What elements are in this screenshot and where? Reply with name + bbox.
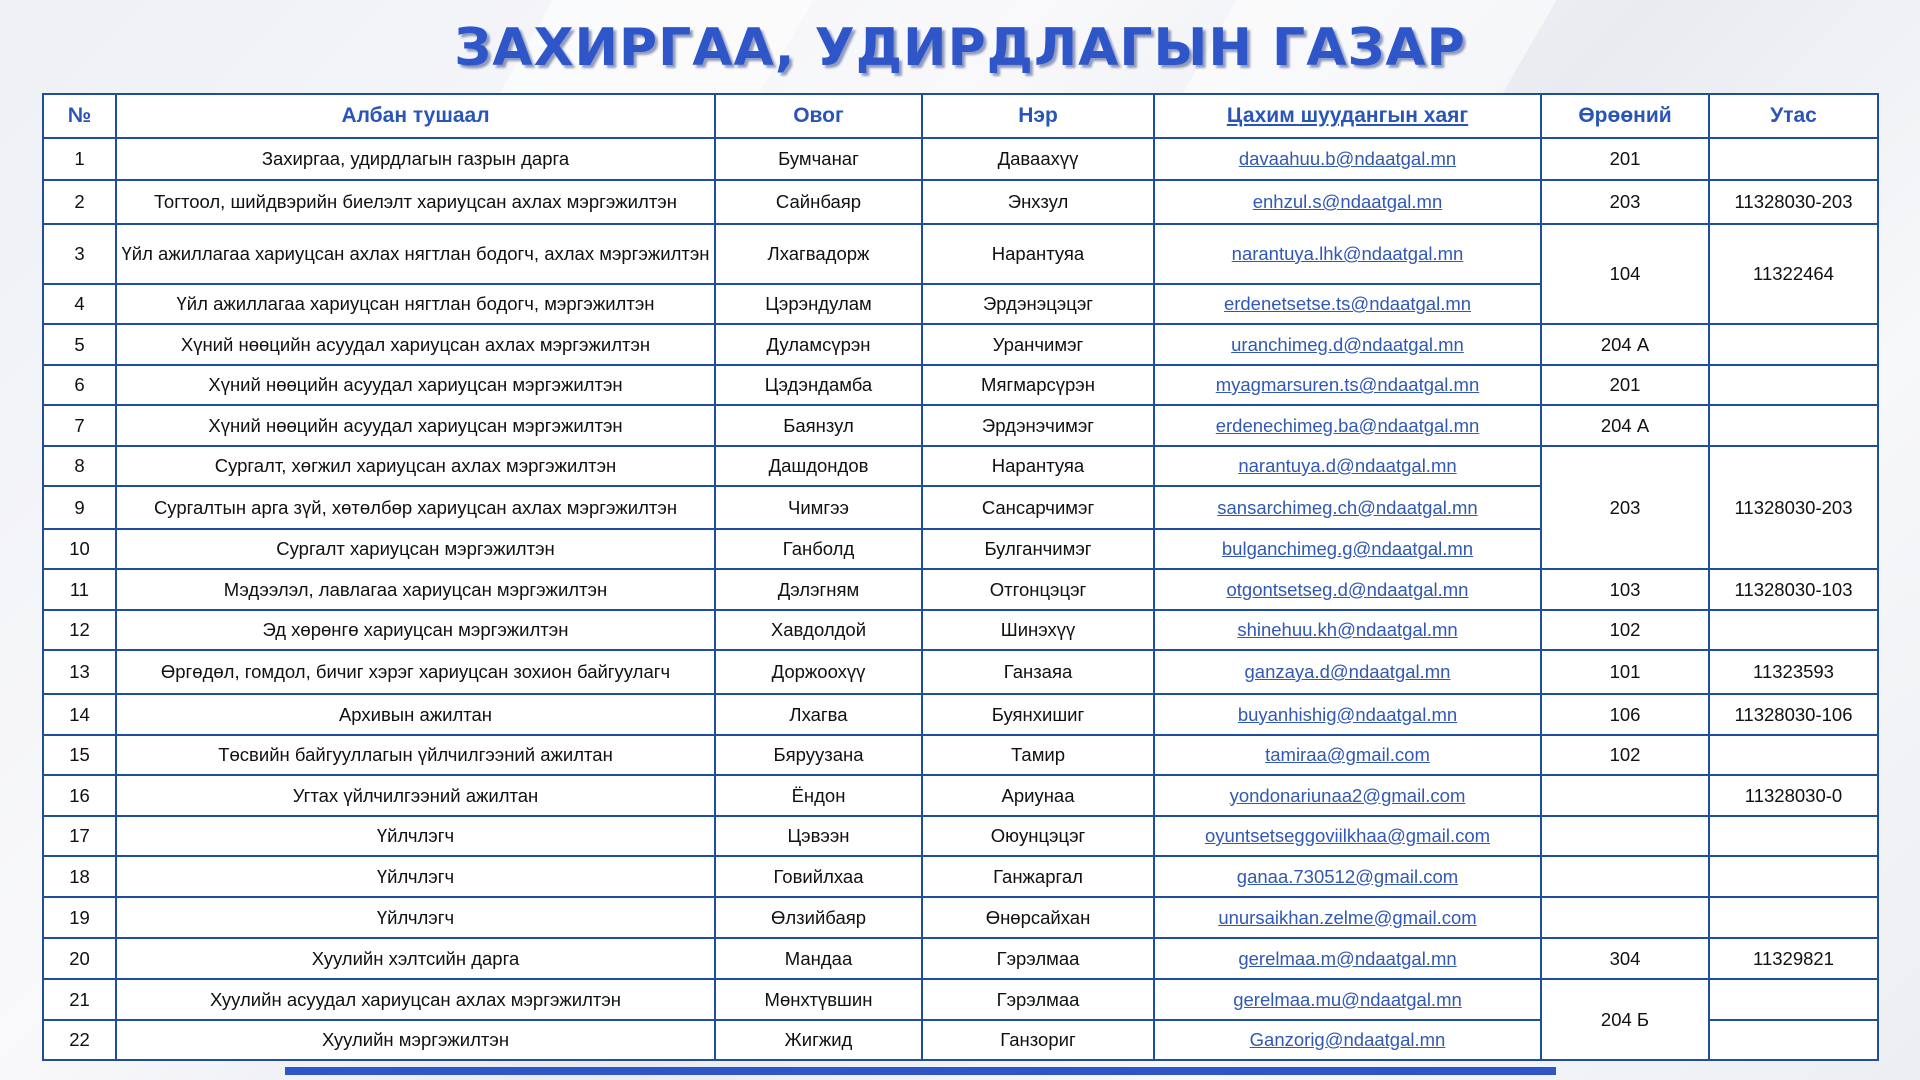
cell-position: Угтах үйлчилгээний ажилтан [116,775,715,816]
table-row [43,650,1878,694]
cell-phone: 11322464 [1709,224,1878,324]
cell-email [1154,486,1541,529]
cell-number: 12 [43,610,116,650]
table-row [43,224,1878,284]
cell-room: 203 [1541,446,1709,569]
cell-surname: Дашдондов [715,446,922,486]
cell-email [1154,979,1541,1020]
header-phone: Утас [1709,94,1878,138]
email-link[interactable]: davaahuu.b@ndaatgal.mn [1238,148,1457,169]
cell-phone [1709,897,1878,938]
email-link[interactable]: otgontsetseg.d@ndaatgal.mn [1226,578,1469,600]
cell-room [1541,816,1709,856]
cell-email [1154,569,1541,610]
email-link[interactable]: shinehuu.kh@ndaatgal.mn [1237,619,1458,640]
cell-room: 203 [1541,180,1709,224]
cell-room [1541,897,1709,938]
cell-surname: Бумчанаг [715,138,922,180]
cell-phone: 11323593 [1709,650,1878,694]
table-row [43,569,1878,610]
cell-email [1154,816,1541,856]
table-body [43,138,1878,1060]
page-title: ЗАХИРГАА, УДИРДЛАГЫН ГАЗАР [454,18,1466,78]
email-link[interactable]: unursaikhan.zelme@gmail.com [1218,906,1477,928]
cell-name: Нарантуяа [922,224,1154,284]
cell-surname: Говийлхаа [715,856,922,897]
staff-table [42,93,1879,1061]
cell-number: 4 [43,284,116,324]
email-link[interactable]: sansarchimeg.ch@ndaatgal.mn [1217,496,1478,518]
cell-email [1154,224,1541,284]
cell-room: 204 А [1541,405,1709,446]
cell-surname: Баянзул [715,405,922,446]
cell-number: 2 [43,180,116,224]
bottom-accent-bar [285,1067,1556,1075]
cell-name: Ганзаяа [922,650,1154,694]
cell-email [1154,897,1541,938]
cell-phone [1709,610,1878,650]
table-row [43,446,1878,486]
table-row [43,979,1878,1020]
cell-name: Энхзул [922,180,1154,224]
cell-position: Үйлчлэгч [116,856,715,897]
cell-surname: Дэлэгням [715,569,922,610]
cell-surname: Цэдэндамба [715,365,922,405]
email-link[interactable]: myagmarsuren.ts@ndaatgal.mn [1215,374,1480,395]
cell-email [1154,1020,1541,1060]
cell-phone: 11328030-106 [1709,694,1878,735]
cell-position: Хуулийн асуудал хариуцсан ахлах мэргэжилтэн [116,979,715,1020]
cell-room [1541,856,1709,897]
cell-surname: Лхагвадорж [715,224,922,284]
table-row [43,694,1878,735]
cell-room: 201 [1541,365,1709,405]
cell-phone [1709,1020,1878,1060]
cell-name: Шинэхүү [922,610,1154,650]
cell-name: Нарантуяа [922,446,1154,486]
cell-room: 304 [1541,938,1709,979]
cell-name: Гэрэлмаа [922,938,1154,979]
table-row [43,138,1878,180]
cell-phone [1709,405,1878,446]
cell-number: 9 [43,486,116,529]
header-position: Албан тушаал [116,94,715,138]
email-link[interactable]: gerelmaa.mu@ndaatgal.mn [1233,988,1462,1010]
table-row [43,405,1878,446]
cell-surname: Цэвээн [715,816,922,856]
cell-email [1154,324,1541,365]
cell-position: Өргөдөл, гомдол, бичиг хэрэг хариуцсан зохион байгуулагч [116,650,715,694]
table-row [43,610,1878,650]
email-link[interactable]: ganaa.730512@gmail.com [1236,865,1459,887]
cell-name: Ариунаа [922,775,1154,816]
cell-room: 204 А [1541,324,1709,365]
cell-name: Булганчимэг [922,529,1154,569]
header-surname: Овог [715,94,922,138]
cell-email [1154,446,1541,486]
cell-position: Төсвийн байгууллагын үйлчилгээний ажилтан [116,735,715,775]
cell-position: Эд хөрөнгө хариуцсан мэргэжилтэн [116,610,715,650]
cell-number: 5 [43,324,116,365]
cell-number: 1 [43,138,116,180]
cell-position: Мэдээлэл, лавлагаа хариуцсан мэргэжилтэн [116,569,715,610]
cell-phone [1709,856,1878,897]
email-link[interactable]: buyanhishig@ndaatgal.mn [1237,703,1458,725]
cell-email [1154,180,1541,224]
cell-position: Хуулийн мэргэжилтэн [116,1020,715,1060]
cell-room: 201 [1541,138,1709,180]
cell-number: 10 [43,529,116,569]
email-link[interactable]: tamiraa@gmail.com [1265,744,1430,765]
cell-phone: 11328030-203 [1709,446,1878,569]
table-row [43,897,1878,938]
cell-phone [1709,979,1878,1020]
cell-position: Архивын ажилтан [116,694,715,735]
cell-name: Эрдэнэцэцэг [922,284,1154,324]
cell-email [1154,775,1541,816]
cell-number: 17 [43,816,116,856]
header-room: Өрөөний [1541,94,1709,138]
cell-number: 18 [43,856,116,897]
cell-position: Хүний нөөцийн асуудал хариуцсан ахлах мэргэжилтэн [116,324,715,365]
cell-name: Өнөрсайхан [922,897,1154,938]
cell-number: 16 [43,775,116,816]
cell-position: Үйл ажиллагаа хариуцсан нягтлан бодогч, мэргэжилтэн [116,284,715,324]
cell-surname: Цэрэндулам [715,284,922,324]
cell-phone: 11328030-103 [1709,569,1878,610]
cell-phone: 11329821 [1709,938,1878,979]
cell-surname: Мандаа [715,938,922,979]
cell-name: Уранчимэг [922,324,1154,365]
cell-name: Мягмарсүрэн [922,365,1154,405]
cell-email [1154,856,1541,897]
table-row [43,365,1878,405]
cell-position: Захиргаа, удирдлагын газрын дарга [116,138,715,180]
cell-surname: Мөнхтүвшин [715,979,922,1020]
email-link[interactable]: gerelmaa.m@ndaatgal.mn [1238,947,1457,969]
cell-name: Ганжаргал [922,856,1154,897]
cell-number: 19 [43,897,116,938]
table-row [43,180,1878,224]
email-link[interactable]: ganzaya.d@ndaatgal.mn [1244,661,1451,682]
cell-phone: 11328030-203 [1709,180,1878,224]
cell-surname: Ёндон [715,775,922,816]
table-row [43,938,1878,979]
header-email: Цахим шуудангын хаяг [1154,94,1541,138]
cell-number: 15 [43,735,116,775]
table-row [43,324,1878,365]
cell-email [1154,694,1541,735]
cell-position: Тогтоол, шийдвэрийн биелэлт хариуцсан ахлах мэргэжилтэн [116,180,715,224]
cell-name: Отгонцэцэг [922,569,1154,610]
cell-name: Ганзориг [922,1020,1154,1060]
cell-phone [1709,816,1878,856]
cell-room: 204 Б [1541,979,1709,1060]
cell-room: 104 [1541,224,1709,324]
email-link[interactable]: erdenechimeg.ba@ndaatgal.mn [1215,414,1480,436]
cell-email [1154,365,1541,405]
cell-name: Оюунцэцэг [922,816,1154,856]
cell-number: 3 [43,224,116,284]
header-name: Нэр [922,94,1154,138]
email-link[interactable]: narantuya.lhk@ndaatgal.mn [1231,243,1464,264]
cell-position: Хуулийн хэлтсийн дарга [116,938,715,979]
cell-position: Хүний нөөцийн асуудал хариуцсан мэргэжилтэн [116,365,715,405]
cell-name: Буянхишиг [922,694,1154,735]
cell-email [1154,610,1541,650]
table-header-row [43,94,1878,138]
cell-email [1154,650,1541,694]
cell-phone [1709,365,1878,405]
cell-surname: Чимгээ [715,486,922,529]
email-link[interactable]: uranchimeg.d@ndaatgal.mn [1231,333,1464,355]
header-number: № [43,94,116,138]
cell-position: Үйл ажиллагаа хариуцсан ахлах нягтлан бодогч, ахлах мэргэжилтэн [116,224,715,284]
table-row [43,816,1878,856]
cell-email [1154,529,1541,569]
cell-number: 7 [43,405,116,446]
cell-surname: Сайнбаяр [715,180,922,224]
cell-position: Сургалт хариуцсан мэргэжилтэн [116,529,715,569]
cell-room: 103 [1541,569,1709,610]
cell-surname: Жигжид [715,1020,922,1060]
email-link[interactable]: oyuntsetseggoviilkhaa@gmail.com [1204,825,1491,846]
cell-surname: Ганболд [715,529,922,569]
email-link[interactable]: Ganzorig@ndaatgal.mn [1249,1029,1446,1050]
cell-phone [1709,324,1878,365]
cell-phone [1709,138,1878,180]
email-link[interactable]: erdenetsetse.ts@ndaatgal.mn [1223,293,1472,314]
cell-number: 6 [43,365,116,405]
table-row [43,735,1878,775]
cell-position: Сургалт, хөгжил хариуцсан ахлах мэргэжилтэн [116,446,715,486]
cell-room: 106 [1541,694,1709,735]
email-link[interactable]: yondonariunaa2@gmail.com [1229,784,1466,806]
cell-position: Үйлчлэгч [116,816,715,856]
cell-name: Гэрэлмаа [922,979,1154,1020]
cell-surname: Доржоохүү [715,650,922,694]
cell-number: 22 [43,1020,116,1060]
cell-email [1154,284,1541,324]
email-link[interactable]: enhzul.s@ndaatgal.mn [1252,191,1443,212]
cell-position: Сургалтын арга зүй, хөтөлбөр хариуцсан ахлах мэргэжилтэн [116,486,715,529]
cell-number: 20 [43,938,116,979]
table-row [43,856,1878,897]
cell-room: 102 [1541,735,1709,775]
cell-position: Үйлчлэгч [116,897,715,938]
cell-email [1154,405,1541,446]
cell-email [1154,938,1541,979]
cell-phone [1709,735,1878,775]
cell-surname: Өлзийбаяр [715,897,922,938]
cell-email [1154,735,1541,775]
email-link[interactable]: bulganchimeg.g@ndaatgal.mn [1221,538,1474,559]
cell-number: 11 [43,569,116,610]
cell-name: Эрдэнэчимэг [922,405,1154,446]
cell-surname: Лхагва [715,694,922,735]
cell-name: Сансарчимэг [922,486,1154,529]
cell-room: 102 [1541,610,1709,650]
cell-name: Тамир [922,735,1154,775]
cell-room [1541,775,1709,816]
cell-surname: Бяруузана [715,735,922,775]
cell-email [1154,138,1541,180]
email-link[interactable]: narantuya.d@ndaatgal.mn [1238,455,1457,476]
cell-position: Хүний нөөцийн асуудал хариуцсан мэргэжилтэн [116,405,715,446]
cell-surname: Хавдолдой [715,610,922,650]
cell-number: 14 [43,694,116,735]
cell-number: 13 [43,650,116,694]
cell-number: 21 [43,979,116,1020]
cell-phone: 11328030-0 [1709,775,1878,816]
cell-room: 101 [1541,650,1709,694]
table-row [43,775,1878,816]
cell-number: 8 [43,446,116,486]
cell-surname: Дуламсүрэн [715,324,922,365]
cell-name: Даваахүү [922,138,1154,180]
